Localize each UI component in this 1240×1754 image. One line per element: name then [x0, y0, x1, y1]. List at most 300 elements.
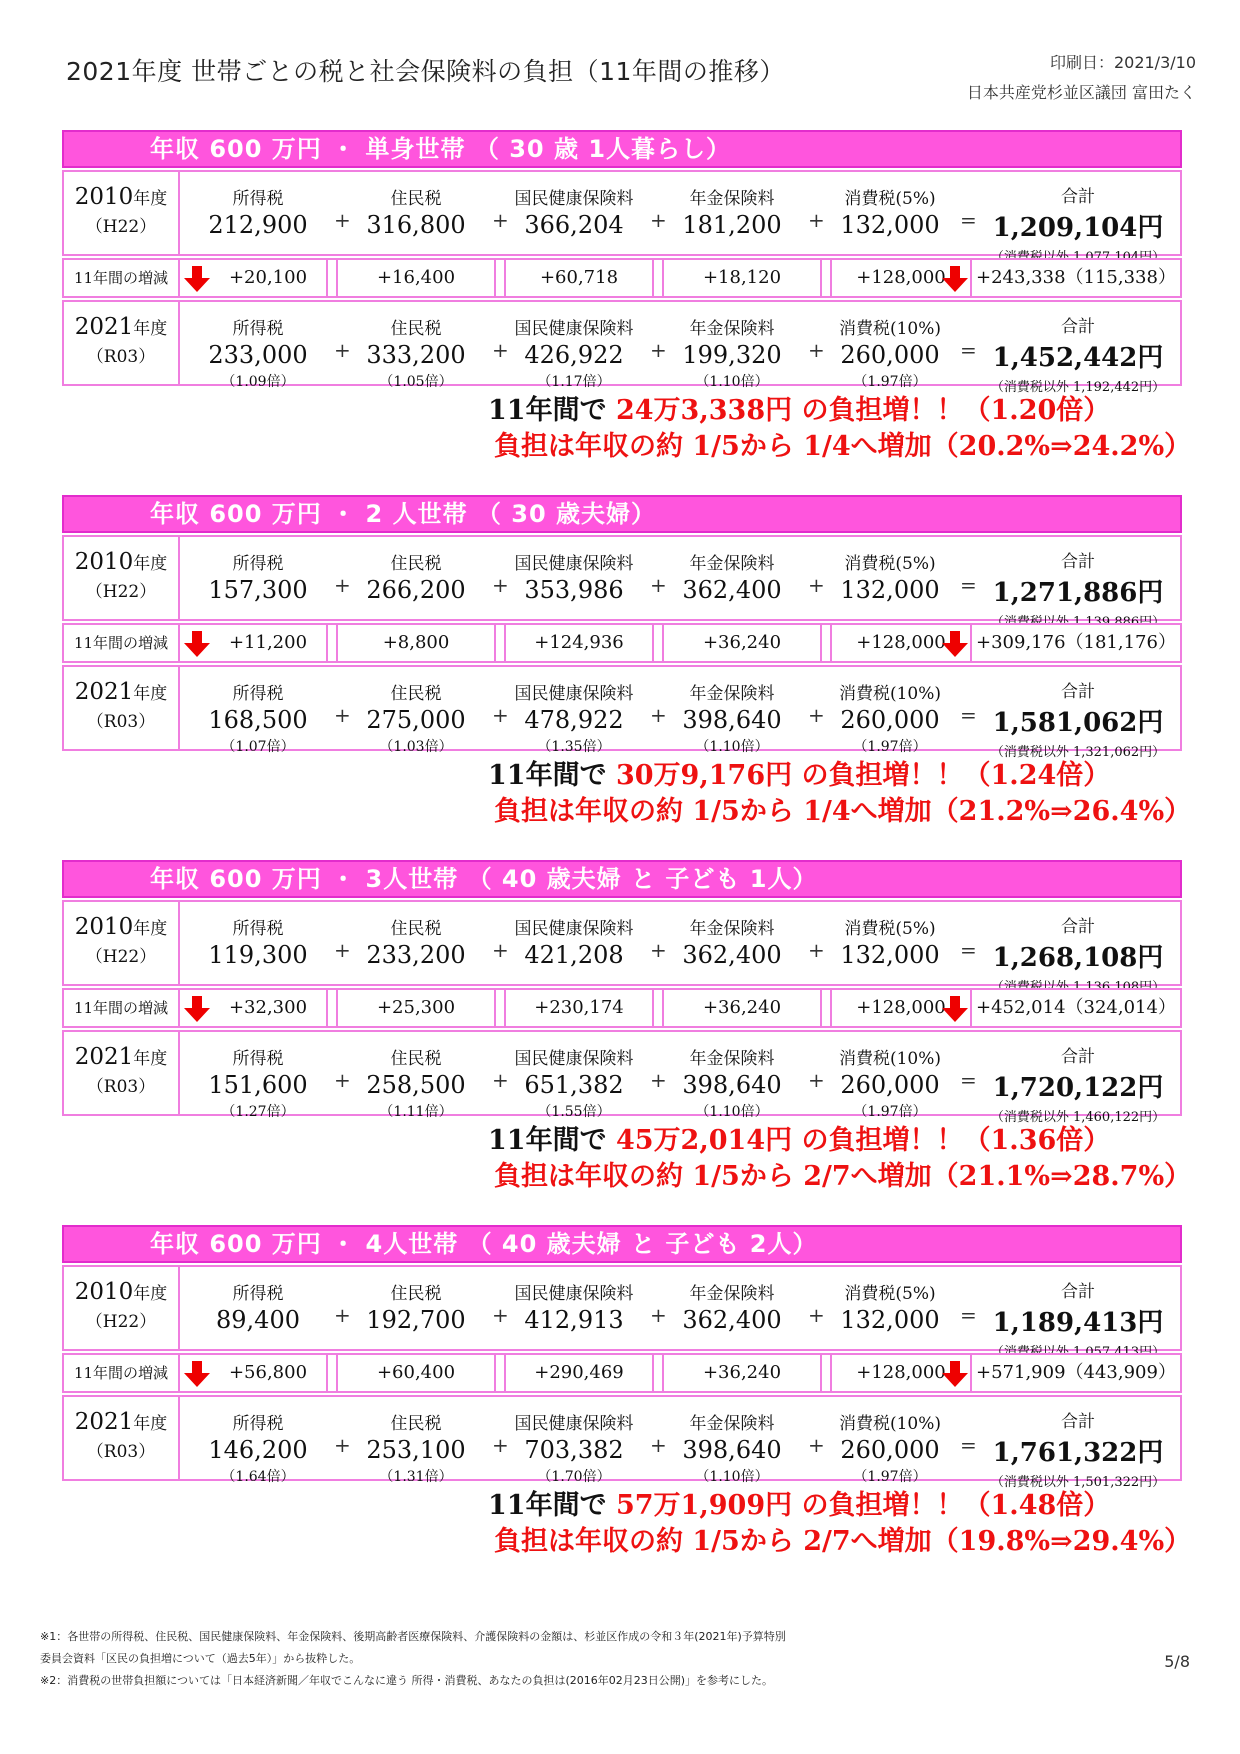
total-label: 合計: [1061, 1282, 1095, 1302]
cell-health: [499, 1267, 649, 1334]
amount: 703,382: [524, 1436, 624, 1464]
amount: 316,800: [366, 211, 466, 239]
year-text: 2021: [74, 679, 134, 705]
diff-row: [62, 623, 1182, 663]
summary-increase: [488, 1483, 1110, 1522]
total-label: 合計: [1061, 917, 1095, 937]
nendo-text: 年度: [133, 189, 168, 209]
amount: 192,700: [366, 1306, 466, 1334]
diff-spacer: [328, 1355, 338, 1391]
growth-ratio: （1.10倍）: [695, 374, 769, 390]
page-number: 5/8: [1164, 1652, 1190, 1671]
column-label: 国民健康保険料: [514, 189, 634, 209]
plus-sign: +: [334, 1433, 351, 1457]
amount: 168,500: [208, 706, 308, 734]
household-section: [62, 860, 1192, 1192]
plus-sign: +: [650, 1303, 667, 1327]
year-text: 2010: [74, 184, 134, 210]
amount: 266,200: [366, 576, 466, 604]
nendo-text: 年度: [133, 1414, 168, 1434]
cell-health: [499, 902, 649, 969]
summary-increase: [488, 388, 1110, 427]
year-2010-row: [62, 1265, 1182, 1351]
diff-pension: [664, 260, 822, 296]
cell-health: [499, 1397, 649, 1486]
footnote-3: ※2：消費税の世帯負担額については「日本経済新聞／年収でこんなに違う 所得・消費税、あなたの負担は(2016年02月23日公開)」を参考にした。: [40, 1674, 774, 1687]
diff-value: +18,120: [702, 267, 782, 288]
plus-sign: +: [334, 573, 351, 597]
red-down-arrow-icon: [942, 1361, 968, 1387]
amount: 151,600: [208, 1071, 308, 1099]
era-label: （R03）: [86, 347, 156, 367]
amount: 233,000: [208, 341, 308, 369]
amount: 233,200: [366, 941, 466, 969]
plus-sign: +: [492, 703, 509, 727]
year-text: 2010: [74, 1279, 134, 1305]
year-text: 2010: [74, 914, 134, 940]
diff-health: [506, 1355, 654, 1391]
column-label: 住民税: [390, 189, 442, 209]
year-2021-row: [62, 300, 1182, 395]
column-label: 年金保険料: [689, 189, 775, 209]
summary-ratio: 負担は年収の約 1/5から 1/4へ増加（20.2%⇒24.2%）: [494, 431, 1192, 462]
column-label: 消費税(5%): [844, 554, 936, 574]
red-down-arrow-icon: [184, 996, 210, 1022]
summary-increase: [488, 753, 1110, 792]
total-label: 合計: [1061, 1412, 1095, 1432]
year-text: 2021: [74, 1044, 134, 1070]
cell-income-tax: [183, 302, 333, 391]
total-amount: 1,761,322円: [992, 1438, 1164, 1468]
growth-ratio: （1.09倍）: [221, 374, 295, 390]
plus-sign: +: [808, 338, 825, 362]
diff-value: +128,000: [856, 997, 946, 1018]
diff-resident-tax: [338, 260, 496, 296]
amount: 366,204: [524, 211, 624, 239]
diff-value: +8,800: [382, 632, 450, 653]
cell-consumption: [815, 902, 965, 969]
amount: 478,922: [524, 706, 624, 734]
era-label: （R03）: [86, 1077, 156, 1097]
diff-total: [972, 625, 1180, 661]
cell-health: [499, 172, 649, 239]
plus-sign: +: [334, 703, 351, 727]
cell-pension: [657, 302, 807, 391]
cell-income-tax: [183, 537, 333, 604]
column-label: 年金保険料: [689, 1049, 775, 1069]
growth-ratio: （1.97倍）: [853, 1469, 927, 1485]
plus-sign: +: [808, 1303, 825, 1327]
cell-resident-tax: [341, 1267, 491, 1334]
column-label: 消費税(5%): [844, 1284, 936, 1304]
cell-income-tax: [183, 1267, 333, 1334]
nendo-text: 年度: [133, 1049, 168, 1069]
diff-total: [972, 1355, 1180, 1391]
year-label: [64, 1267, 180, 1349]
growth-ratio: （1.07倍）: [221, 739, 295, 755]
amount: 258,500: [366, 1071, 466, 1099]
summary-ratio: 負担は年収の約 1/5から 2/7へ増加（21.1%⇒28.7%）: [494, 1161, 1192, 1192]
summary-prefix: 11年間で: [488, 760, 616, 791]
diff-spacer: [496, 1355, 506, 1391]
column-label: 住民税: [390, 684, 442, 704]
cell-health: [499, 667, 649, 756]
amount: 398,640: [682, 1436, 782, 1464]
era-label: （R03）: [86, 1442, 156, 1462]
diff-spacer: [496, 990, 506, 1026]
summary-ratio: 負担は年収の約 1/5から 2/7へ増加（19.8%⇒29.4%）: [494, 1526, 1192, 1557]
growth-ratio: （1.27倍）: [221, 1104, 295, 1120]
diff-value: +230,174: [534, 997, 624, 1018]
column-label: 住民税: [390, 1049, 442, 1069]
year-2010-row: [62, 535, 1182, 621]
equals-sign: =: [960, 208, 977, 232]
cell-total: [976, 1397, 1180, 1490]
growth-ratio: （1.03倍）: [379, 739, 453, 755]
year-2010-row: [62, 170, 1182, 256]
year-text: 2010: [74, 549, 134, 575]
cell-income-tax: [183, 172, 333, 239]
summary-amount: 24万3,338円 の負担増！！（1.20倍）: [615, 395, 1111, 426]
diff-spacer: [654, 625, 664, 661]
amount: 333,200: [366, 341, 466, 369]
diff-pension: [664, 625, 822, 661]
diff-spacer: [654, 260, 664, 296]
plus-sign: +: [808, 703, 825, 727]
diff-value: +36,240: [702, 632, 782, 653]
diff-spacer: [822, 625, 832, 661]
section-header: 年収 600 万円 ・ 単身世帯 （ 30 歳 1人暮らし）: [62, 130, 1182, 168]
cell-pension: [657, 537, 807, 604]
cell-pension: [657, 1267, 807, 1334]
diff-value: +452,014（324,014）: [976, 997, 1176, 1018]
growth-ratio: （1.10倍）: [695, 739, 769, 755]
diff-resident-tax: [338, 990, 496, 1026]
cell-pension: [657, 667, 807, 756]
plus-sign: +: [808, 1433, 825, 1457]
diff-label: 11年間の増減: [64, 990, 180, 1026]
household-section: [62, 130, 1192, 462]
cell-resident-tax: [341, 1032, 491, 1121]
amount: 260,000: [840, 1436, 940, 1464]
amount: 181,200: [682, 211, 782, 239]
plus-sign: +: [650, 338, 667, 362]
diff-pension: [664, 990, 822, 1026]
cell-consumption: [815, 1267, 965, 1334]
growth-ratio: （1.05倍）: [379, 374, 453, 390]
era-label: （H22）: [85, 1312, 157, 1332]
summary-ratio: 負担は年収の約 1/5から 1/4へ増加（21.2%⇒26.4%）: [494, 796, 1192, 827]
cell-total: [976, 667, 1180, 760]
column-label: 国民健康保険料: [514, 319, 634, 339]
amount: 146,200: [208, 1436, 308, 1464]
nendo-text: 年度: [133, 554, 168, 574]
nendo-text: 年度: [133, 1284, 168, 1304]
cell-consumption: [815, 537, 965, 604]
year-label: [64, 537, 180, 619]
plus-sign: +: [492, 938, 509, 962]
diff-value: +16,400: [376, 267, 456, 288]
growth-ratio: （1.97倍）: [853, 1104, 927, 1120]
column-label: 所得税: [232, 919, 284, 939]
column-label: 所得税: [232, 684, 284, 704]
nendo-text: 年度: [133, 319, 168, 339]
amount: 651,382: [524, 1071, 624, 1099]
column-label: 国民健康保険料: [514, 919, 634, 939]
growth-ratio: （1.31倍）: [379, 1469, 453, 1485]
equals-sign: =: [960, 703, 977, 727]
amount: 362,400: [682, 576, 782, 604]
plus-sign: +: [650, 703, 667, 727]
column-label: 年金保険料: [689, 1414, 775, 1434]
growth-ratio: （1.35倍）: [537, 739, 611, 755]
cell-health: [499, 537, 649, 604]
diff-health: [506, 260, 654, 296]
diff-value: +290,469: [534, 1362, 624, 1383]
summary-prefix: 11年間で: [488, 1490, 616, 1521]
year-2021-row: [62, 1395, 1182, 1490]
plus-sign: +: [492, 338, 509, 362]
plus-sign: +: [808, 938, 825, 962]
nendo-text: 年度: [133, 684, 168, 704]
diff-spacer: [654, 1355, 664, 1391]
column-label: 年金保険料: [689, 554, 775, 574]
total-label: 合計: [1061, 187, 1095, 207]
diff-value: +60,718: [539, 267, 619, 288]
cell-consumption: [815, 1032, 965, 1121]
total-label: 合計: [1061, 317, 1095, 337]
amount: 260,000: [840, 1071, 940, 1099]
diff-value: +11,200: [228, 632, 308, 653]
total-note: （消費税以外 1,192,442円）: [990, 380, 1166, 395]
plus-sign: +: [334, 208, 351, 232]
household-section: [62, 495, 1192, 827]
equals-sign: =: [960, 1433, 977, 1457]
year-number: [64, 1409, 178, 1435]
diff-total: [972, 990, 1180, 1026]
amount: 353,986: [524, 576, 624, 604]
equals-sign: =: [960, 1068, 977, 1092]
amount: 157,300: [208, 576, 308, 604]
diff-row: [62, 988, 1182, 1028]
total-label: 合計: [1061, 1047, 1095, 1067]
column-label: 住民税: [390, 919, 442, 939]
column-label: 消費税(10%): [838, 1049, 942, 1069]
red-down-arrow-icon: [942, 631, 968, 657]
summary-amount: 45万2,014円 の負担増！！（1.36倍）: [615, 1125, 1111, 1156]
amount: 398,640: [682, 706, 782, 734]
column-label: 所得税: [232, 189, 284, 209]
year-text: 2021: [74, 314, 134, 340]
total-note: （消費税以外 1,460,122円）: [990, 1110, 1166, 1125]
diff-value: +309,176（181,176）: [976, 632, 1176, 653]
cell-consumption: [815, 172, 965, 239]
year-number: [64, 914, 178, 940]
cell-resident-tax: [341, 1397, 491, 1486]
year-number: [64, 184, 178, 210]
plus-sign: +: [492, 208, 509, 232]
diff-value: +571,909（443,909）: [976, 1362, 1176, 1383]
column-label: 所得税: [232, 1414, 284, 1434]
amount: 412,913: [524, 1306, 624, 1334]
cell-income-tax: [183, 902, 333, 969]
cell-resident-tax: [341, 667, 491, 756]
diff-spacer: [822, 990, 832, 1026]
year-number: [64, 1044, 178, 1070]
diff-spacer: [328, 990, 338, 1026]
cell-consumption: [815, 1397, 965, 1486]
era-label: （R03）: [86, 712, 156, 732]
amount: 275,000: [366, 706, 466, 734]
diff-label: 11年間の増減: [64, 260, 180, 296]
equals-sign: =: [960, 1303, 977, 1327]
year-label: [64, 667, 180, 749]
column-label: 住民税: [390, 1284, 442, 1304]
total-label: 合計: [1061, 682, 1095, 702]
amount: 426,922: [524, 341, 624, 369]
year-number: [64, 679, 178, 705]
red-down-arrow-icon: [184, 1361, 210, 1387]
diff-value: +25,300: [376, 997, 456, 1018]
era-label: （H22）: [85, 947, 157, 967]
year-number: [64, 549, 178, 575]
cell-total: [976, 902, 1180, 995]
diff-row: [62, 1353, 1182, 1393]
summary-increase: [488, 1118, 1110, 1157]
plus-sign: +: [650, 1433, 667, 1457]
diff-value: +20,100: [228, 267, 308, 288]
total-note: （消費税以外 1,321,062円）: [990, 745, 1166, 760]
red-down-arrow-icon: [942, 996, 968, 1022]
cell-total: [976, 1032, 1180, 1125]
year-label: [64, 1032, 180, 1114]
diff-value: +36,240: [702, 997, 782, 1018]
column-label: 消費税(10%): [838, 1414, 942, 1434]
diff-label: 11年間の増減: [64, 1355, 180, 1391]
print-date: 印刷日：2021/3/10: [1049, 53, 1196, 72]
plus-sign: +: [334, 938, 351, 962]
amount: 132,000: [840, 941, 940, 969]
diff-label: 11年間の増減: [64, 625, 180, 661]
column-label: 年金保険料: [689, 319, 775, 339]
column-label: 住民税: [390, 1414, 442, 1434]
amount: 132,000: [840, 1306, 940, 1334]
summary-amount: 57万1,909円 の負担増！！（1.48倍）: [615, 1490, 1111, 1521]
column-label: 年金保険料: [689, 1284, 775, 1304]
cell-resident-tax: [341, 302, 491, 391]
growth-ratio: （1.64倍）: [221, 1469, 295, 1485]
year-2021-row: [62, 1030, 1182, 1125]
total-amount: 1,189,413円: [992, 1308, 1164, 1338]
total-note: （消費税以外 1,501,322円）: [990, 1475, 1166, 1490]
total-amount: 1,271,886円: [992, 578, 1164, 608]
growth-ratio: （1.11倍）: [379, 1104, 453, 1120]
column-label: 所得税: [232, 1284, 284, 1304]
amount: 362,400: [682, 941, 782, 969]
column-label: 国民健康保険料: [514, 684, 634, 704]
page-title: 2021年度 世帯ごとの税と社会保険料の負担（11年間の推移）: [66, 57, 785, 86]
diff-spacer: [328, 260, 338, 296]
column-label: 住民税: [390, 554, 442, 574]
footnote-1: ※1：各世帯の所得税、住民税、国民健康保険料、年金保険料、後期高齢者医療保険料、介護保険料の金額は、杉並区作成の令和３年(2021年)予算特別: [40, 1630, 786, 1643]
household-section: [62, 1225, 1192, 1557]
diff-value: +32,300: [228, 997, 308, 1018]
growth-ratio: （1.17倍）: [537, 374, 611, 390]
cell-pension: [657, 172, 807, 239]
diff-value: +128,000: [856, 632, 946, 653]
year-number: [64, 1279, 178, 1305]
cell-pension: [657, 1397, 807, 1486]
equals-sign: =: [960, 938, 977, 962]
plus-sign: +: [808, 1068, 825, 1092]
year-2010-row: [62, 900, 1182, 986]
cell-health: [499, 1032, 649, 1121]
nendo-text: 年度: [133, 919, 168, 939]
plus-sign: +: [808, 573, 825, 597]
plus-sign: +: [650, 1068, 667, 1092]
author: 日本共産党杉並区議団 富田たく: [966, 83, 1196, 102]
diff-total: [972, 260, 1180, 296]
column-label: 年金保険料: [689, 684, 775, 704]
cell-resident-tax: [341, 537, 491, 604]
amount: 421,208: [524, 941, 624, 969]
diff-value: +124,936: [534, 632, 624, 653]
growth-ratio: （1.97倍）: [853, 739, 927, 755]
red-down-arrow-icon: [942, 266, 968, 292]
section-header: 年収 600 万円 ・ 3人世帯 （ 40 歳夫婦 と 子ども 1人）: [62, 860, 1182, 898]
plus-sign: +: [492, 573, 509, 597]
diff-spacer: [654, 990, 664, 1026]
cell-health: [499, 302, 649, 391]
growth-ratio: （1.70倍）: [537, 1469, 611, 1485]
cell-total: [976, 302, 1180, 395]
year-number: [64, 314, 178, 340]
column-label: 消費税(10%): [838, 319, 942, 339]
diff-spacer: [496, 625, 506, 661]
era-label: （H22）: [85, 217, 157, 237]
section-header: 年収 600 万円 ・ 2 人世帯 （ 30 歳夫婦）: [62, 495, 1182, 533]
summary-amount: 30万9,176円 の負担増！！（1.24倍）: [615, 760, 1111, 791]
growth-ratio: （1.10倍）: [695, 1469, 769, 1485]
column-label: 消費税(10%): [838, 684, 942, 704]
cell-income-tax: [183, 1397, 333, 1486]
plus-sign: +: [650, 208, 667, 232]
column-label: 年金保険料: [689, 919, 775, 939]
cell-income-tax: [183, 667, 333, 756]
diff-spacer: [822, 260, 832, 296]
amount: 199,320: [682, 341, 782, 369]
cell-total: [976, 1267, 1180, 1360]
cell-resident-tax: [341, 902, 491, 969]
plus-sign: +: [492, 1303, 509, 1327]
equals-sign: =: [960, 573, 977, 597]
column-label: 所得税: [232, 319, 284, 339]
diff-value: +243,338（115,338）: [976, 267, 1176, 288]
column-label: 国民健康保険料: [514, 1284, 634, 1304]
summary-prefix: 11年間で: [488, 1125, 616, 1156]
diff-spacer: [496, 260, 506, 296]
section-header: 年収 600 万円 ・ 4人世帯 （ 40 歳夫婦 と 子ども 2人）: [62, 1225, 1182, 1263]
diff-value: +56,800: [228, 1362, 308, 1383]
plus-sign: +: [334, 1068, 351, 1092]
equals-sign: =: [960, 338, 977, 362]
amount: 212,900: [208, 211, 308, 239]
total-amount: 1,209,104円: [992, 213, 1164, 243]
diff-value: +36,240: [702, 1362, 782, 1383]
total-amount: 1,581,062円: [992, 708, 1164, 738]
year-label: [64, 302, 180, 384]
amount: 119,300: [208, 941, 308, 969]
